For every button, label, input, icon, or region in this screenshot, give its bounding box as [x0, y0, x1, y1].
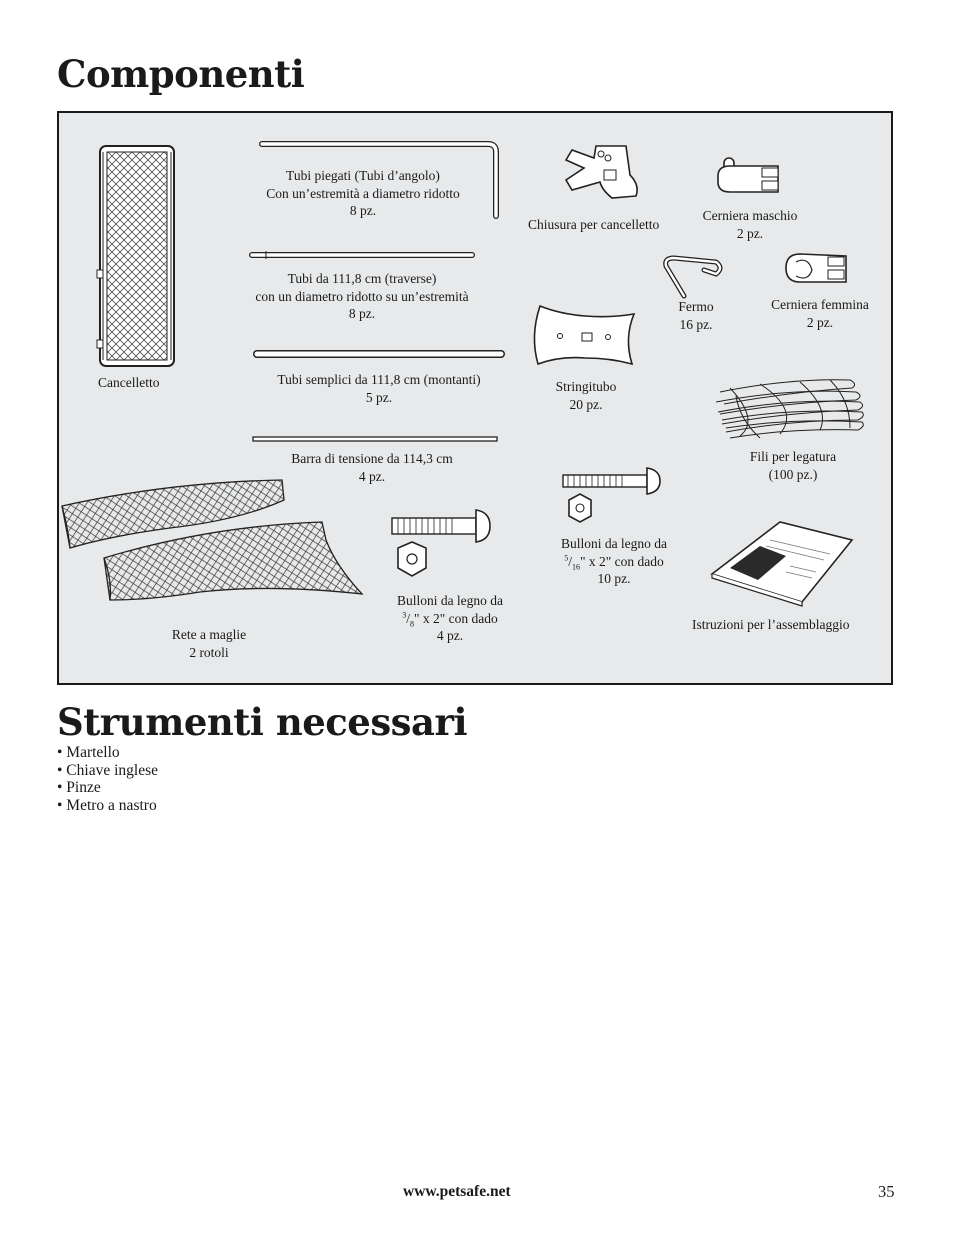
- bent-tubes-label: Tubi piegati (Tubi d’angolo) Con un’estremità a diametro ridotto 8 pz.: [266, 168, 460, 218]
- tools-title: Strumenti necessari: [57, 700, 468, 744]
- large-bolt-label: Bulloni da legno da $^3/_8$" x 2" con dado 4 pz.: [384, 592, 516, 645]
- page-number: 35: [878, 1182, 895, 1201]
- rails-label: Tubi da 111,8 cm (traverse) con un diametro ridotto su un’estremità 8 pz.: [255, 271, 469, 321]
- manual-label: Istruzioni per l’assemblaggio: [692, 617, 850, 632]
- clip-label: Fermo 16 pz.: [678, 299, 714, 332]
- tool-item: • Pinze: [57, 779, 101, 796]
- tie-wires-label: Fili per legatura (100 pz.): [749, 449, 837, 482]
- posts-label: Tubi semplici da 111,8 cm (montanti) 5 pz.: [277, 372, 481, 405]
- male-hinge-icon: [718, 158, 778, 192]
- female-hinge-icon: [786, 254, 846, 282]
- small-bolt-size: $^5/_{16}$" x 2" con dado: [564, 553, 664, 572]
- tool-item: • Martello: [57, 744, 120, 761]
- rail-tube-icon: [252, 251, 472, 259]
- small-bolt-label: Bulloni da legno da $^5/_{16}$" x 2" con dado 10 pz.: [548, 535, 680, 588]
- large-bolt-icon: [392, 510, 490, 576]
- tool-item: • Metro a nastro: [57, 796, 157, 814]
- mesh-rolls-icon: [62, 480, 362, 600]
- clamp-icon: [534, 306, 634, 364]
- clip-icon: [666, 258, 720, 296]
- male-hinge-label: Cerniera maschio 2 pz.: [702, 208, 798, 241]
- tension-bar-label: Barra di tensione da 114,3 cm 4 pz.: [291, 451, 453, 484]
- gate-label: Cancelletto: [98, 375, 160, 390]
- gate-latch-icon: [566, 146, 637, 198]
- small-bolt-icon: [563, 468, 660, 522]
- footer-website: www.petsafe.net: [403, 1183, 511, 1200]
- latch-label: Chiusura per cancelletto: [528, 217, 660, 232]
- mesh-label: Rete a maglie 2 rotoli: [171, 627, 247, 660]
- assembly-manual-icon: [712, 522, 852, 606]
- gate-icon: [97, 146, 174, 366]
- tool-item: • Chiave inglese: [57, 761, 158, 779]
- tie-wires-icon: [716, 380, 863, 438]
- tools-list: [57, 744, 158, 814]
- female-hinge-label: Cerniera femmina 2 pz.: [771, 297, 869, 330]
- tension-bar-icon: [253, 437, 497, 441]
- large-bolt-size: $^3/_8$" x 2" con dado: [402, 610, 498, 629]
- page-title: Componenti: [57, 52, 305, 96]
- clamp-label: Stringitubo 20 pz.: [555, 379, 617, 412]
